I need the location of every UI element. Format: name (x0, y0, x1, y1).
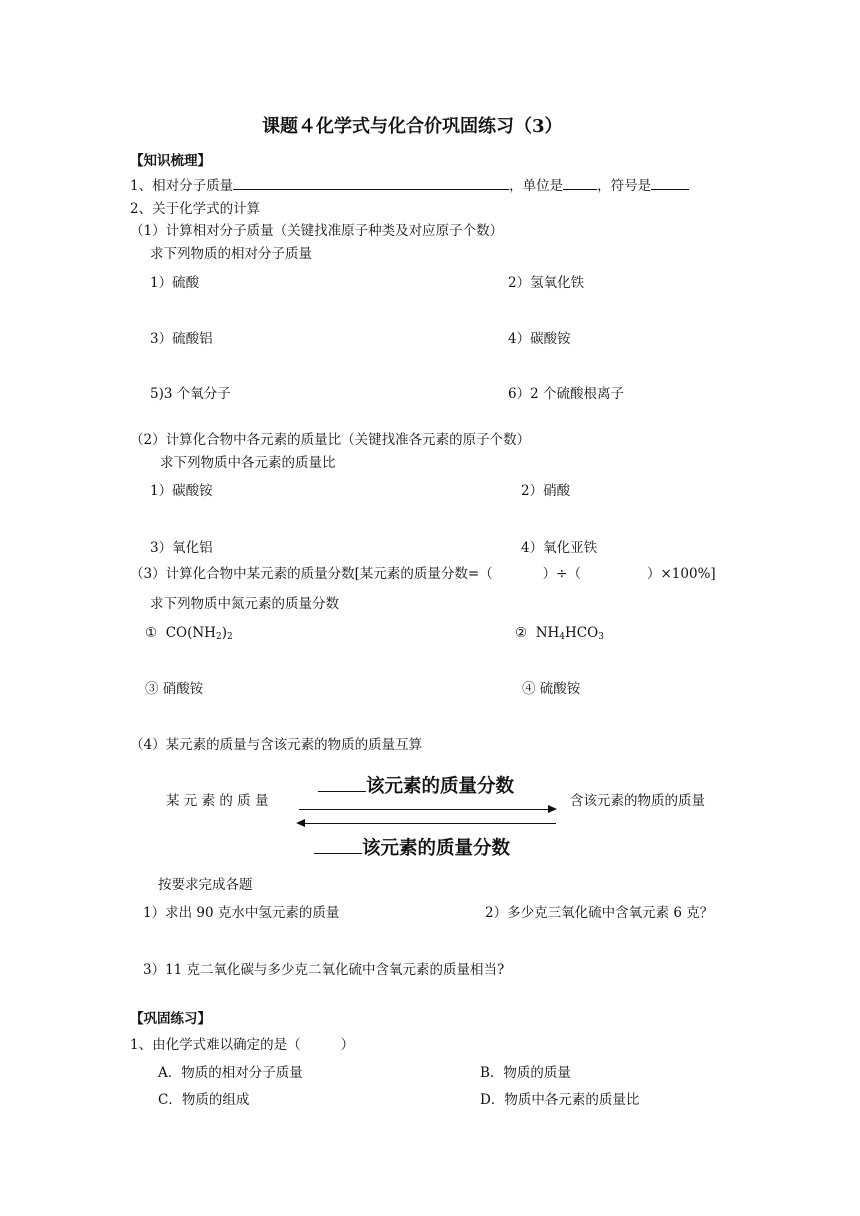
mc-stem: 1、由化学式难以确定的是（ (130, 1037, 301, 1053)
part-2-item: 4）氧化亚铁 (521, 540, 598, 556)
diagram-bottom-label (314, 836, 510, 860)
part-1-item: 5)3 个氧分子 (150, 386, 231, 402)
formula-subscript: 2 (226, 632, 233, 642)
part-1-heading: （1）计算相对分子质量（关键找准原子种类及对应原子个数） (130, 223, 504, 239)
q1-text-b: ，单位是 (509, 178, 564, 194)
part-3-heading-a: （3）计算化合物中某元素的质量分数[某元素的质量分数=（ (130, 566, 493, 582)
part-4-heading: （4）某元素的质量与含该元素的物质的质量互算 (130, 737, 423, 753)
part-2-heading: （2）计算化合物中各元素的质量比（关键找准各元素的原子个数） (130, 432, 531, 448)
part-3-item-ammonium-bicarbonate (515, 624, 604, 642)
formula-part: ) (221, 625, 227, 641)
circled-number: ② (515, 625, 528, 641)
formula-subscript: 2 (215, 632, 222, 642)
left-arrowhead-icon (296, 819, 305, 827)
part-4-question: 1）求出 90 克水中氢元素的质量 (143, 905, 340, 921)
blank-divide-operator[interactable] (318, 774, 366, 792)
part-2-prompt: 求下列物质中各元素的质量比 (160, 455, 336, 471)
backward-arrow-shaft (305, 823, 556, 824)
section-practice-heading: 【巩固练习】 (130, 1011, 211, 1027)
part-3-heading (130, 565, 716, 583)
circled-number: ① (145, 625, 158, 641)
part-3-prompt: 求下列物质中氮元素的质量分数 (150, 596, 339, 612)
part-3-item: ③ 硝酸铵 (145, 681, 204, 697)
mc-option-d[interactable]: D．物质中各元素的质量比 (480, 1092, 640, 1108)
part-4-prompt: 按要求完成各题 (158, 877, 253, 893)
blank-multiply-operator[interactable] (314, 836, 362, 854)
part-1-item: 6）2 个硫酸根离子 (508, 386, 624, 402)
part-4-question: 3）11 克二氧化碳与多少克二氧化硫中含氧元素的质量相当? (143, 962, 505, 978)
part-1-item: 4）碳酸铵 (508, 331, 571, 347)
part-3-heading-c: ）×100%] (646, 566, 716, 582)
part-2-item: 3）氧化铝 (150, 540, 213, 556)
formula-part: CO(NH (165, 625, 216, 641)
question-1 (130, 176, 689, 195)
mc-option-a[interactable]: A．物质的相对分子质量 (158, 1065, 303, 1081)
formula-part: HCO (565, 625, 599, 641)
part-4-question: 2）多少克三氧化硫中含氧元素 6 克？ (485, 905, 714, 921)
diagram-top-label (318, 774, 514, 798)
part-3-item-urea (145, 624, 233, 642)
part-3-item: ④ 硫酸铵 (522, 681, 581, 697)
page-title: 课题４化学式与化合价巩固练习（3） (262, 116, 563, 137)
part-3-heading-b: ）÷（ (542, 566, 581, 582)
mc-stem-close: ） (340, 1037, 355, 1053)
q1-text-c: ，符号是 (597, 178, 652, 194)
question-2: 2、关于化学式的计算 (130, 201, 261, 217)
mc-option-c[interactable]: C．物质的组成 (158, 1092, 250, 1108)
section-knowledge-heading: 【知识梳理】 (130, 153, 211, 169)
part-1-item: 2）氢氧化铁 (508, 275, 585, 291)
part-1-item: 1）硫酸 (150, 275, 200, 291)
forward-arrow-shaft (299, 809, 549, 810)
right-arrowhead-icon (548, 805, 557, 813)
diagram-left-label: 某 元 素 的 质 量 (166, 793, 269, 809)
diagram-top-text: 该元素的质量分数 (366, 776, 515, 797)
part-2-item: 1）碳酸铵 (150, 483, 213, 499)
blank-relative-molecular-mass[interactable] (233, 176, 509, 190)
q1-text-a: 1、相对分子质量 (130, 178, 234, 194)
mc-option-b[interactable]: B．物质的质量 (480, 1065, 571, 1081)
blank-symbol[interactable] (651, 176, 689, 190)
part-1-item: 3）硫酸铝 (150, 331, 213, 347)
blank-unit[interactable] (563, 176, 597, 190)
mc-question-1 (130, 1036, 354, 1054)
formula-part: NH (535, 625, 560, 641)
formula-subscript: 4 (559, 632, 566, 642)
part-2-item: 2）硝酸 (521, 483, 571, 499)
part-1-prompt: 求下列物质的相对分子质量 (150, 246, 312, 262)
diagram-right-label: 含该元素的物质的质量 (570, 793, 705, 809)
diagram-bottom-text: 该元素的质量分数 (362, 838, 511, 859)
formula-subscript: 3 (598, 632, 604, 642)
